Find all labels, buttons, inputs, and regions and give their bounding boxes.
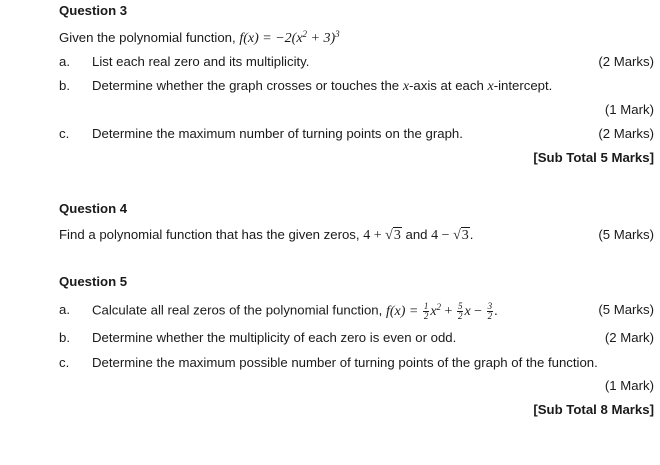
question-4-marks: (5 Marks) <box>598 227 654 242</box>
zero-2: 4 − √3 <box>431 228 469 243</box>
question-5-title: Question 5 <box>59 274 128 289</box>
question-4-text: Find a polynomial function that has the given zeros, 4 + √3 and 4 − √3. <box>59 227 474 243</box>
question-3-intro <box>59 30 340 47</box>
item-text: Determine whether the graph crosses or touches the x-axis at each x-intercept. <box>92 78 553 94</box>
item-letter: c. <box>59 355 70 370</box>
item-letter: b. <box>59 330 70 345</box>
item-letter: c. <box>59 126 70 141</box>
question-3-title: Question 3 <box>59 3 128 18</box>
item-text: Determine the maximum number of turning points on the graph. <box>92 126 463 141</box>
item-letter: b. <box>59 78 70 93</box>
item-marks: (2 Marks) <box>598 54 654 69</box>
item-text: Determine whether the multiplicity of each zero is even or odd. <box>92 330 457 345</box>
item-marks: (2 Marks) <box>598 126 654 141</box>
intro-text: Given the polynomial function, <box>59 30 240 45</box>
function-expression: $f(x) = -2(x^2 + 3)^3$ <box>239 29 340 46</box>
function-expression: f(x) = $\frac{1}{2}$ $x^2$ + $\frac{5}{2}$ x − $\frac{3}{2}$ . <box>385 301 498 321</box>
item-text: Determine the maximum possible number of turning points of the graph of the function. <box>92 355 598 370</box>
item-letter: a. <box>59 302 70 317</box>
item-marks: (1 Mark) <box>604 378 654 393</box>
item-text: Calculate all real zeros of the polynomial function, f(x) = $\frac{1}{2}$ $x^2$ + $\frac{5}{2}$ x − $\frac{3}{2}$ . <box>92 301 498 321</box>
item-marks: (1 Mark) <box>604 102 654 117</box>
item-marks: (5 Marks) <box>598 302 654 317</box>
item-letter: a. <box>59 54 70 69</box>
question-4-title: Question 4 <box>59 201 128 216</box>
zero-1: 4 + √3 <box>363 228 401 243</box>
subtotal: [Sub Total 5 Marks] <box>533 150 654 165</box>
item-text: List each real zero and its multiplicity. <box>92 54 310 69</box>
item-marks: (2 Mark) <box>604 330 654 345</box>
subtotal: [Sub Total 8 Marks] <box>533 402 654 417</box>
